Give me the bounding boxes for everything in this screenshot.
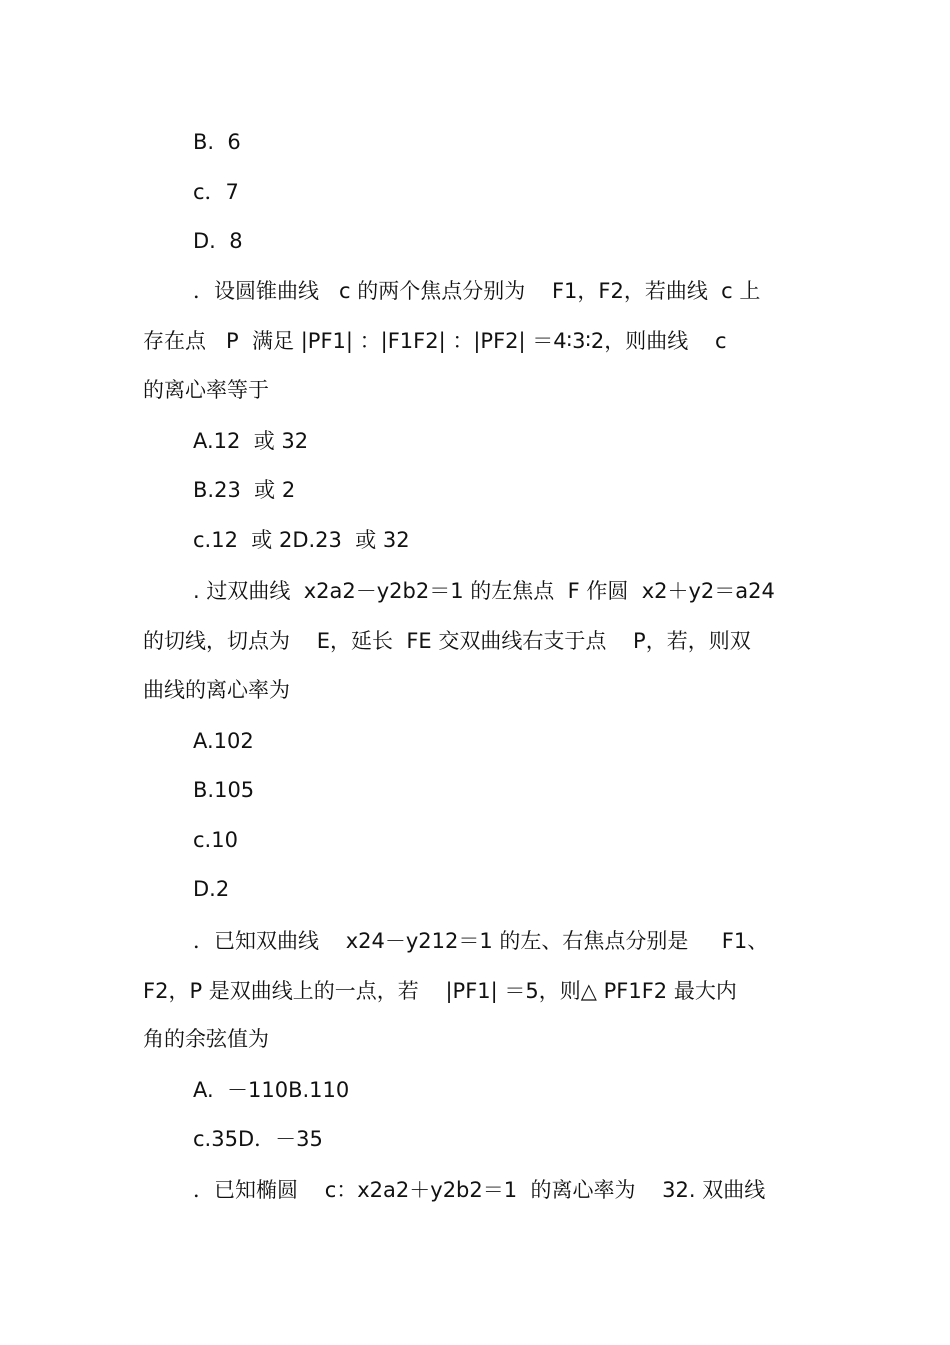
option-line: B.23 或 2 bbox=[193, 478, 296, 502]
option-line: A.102 bbox=[193, 729, 254, 753]
option-line: A. －110B.110 bbox=[193, 1078, 350, 1102]
question-line: ．已知双曲线 x24－y212＝1 的左、右焦点分别是 F1、 bbox=[193, 929, 769, 953]
option-line: D.2 bbox=[193, 877, 230, 901]
question-line: ．设圆锥曲线 c 的两个焦点分别为 F1，F2，若曲线 c 上 bbox=[193, 279, 761, 303]
option-line: c.35D．－35 bbox=[193, 1127, 323, 1151]
question-line: 的离心率等于 bbox=[143, 378, 269, 402]
option-line: B. 6 bbox=[193, 130, 241, 154]
option-line: B.105 bbox=[193, 778, 255, 802]
question-line: 存在点 P 满足 |PF1| ：|F1F2| ：|PF2| ＝4∶3∶2，则曲线 c bbox=[143, 329, 727, 353]
question-line: . 过双曲线 x2a2－y2b2＝1 的左焦点 F 作圆 x2＋y2＝a24 bbox=[193, 579, 775, 603]
question-line: 的切线，切点为 E，延长 FE 交双曲线右支于点 P，若，则双 bbox=[143, 629, 751, 653]
question-line: 曲线的离心率为 bbox=[143, 678, 290, 702]
option-line: A.12 或 32 bbox=[193, 429, 309, 453]
question-line: ．已知椭圆 c：x2a2＋y2b2＝1 的离心率为 32. 双曲线 bbox=[193, 1178, 766, 1202]
option-line: c.12 或 2D.23 或 32 bbox=[193, 528, 410, 552]
option-line: c．7 bbox=[193, 180, 239, 204]
option-line: D. 8 bbox=[193, 229, 243, 253]
question-line: F2，P 是双曲线上的一点，若 |PF1| ＝5，则△ PF1F2 最大内 bbox=[143, 979, 737, 1003]
question-line: 角的余弦值为 bbox=[143, 1027, 269, 1051]
option-line: c.10 bbox=[193, 828, 238, 852]
